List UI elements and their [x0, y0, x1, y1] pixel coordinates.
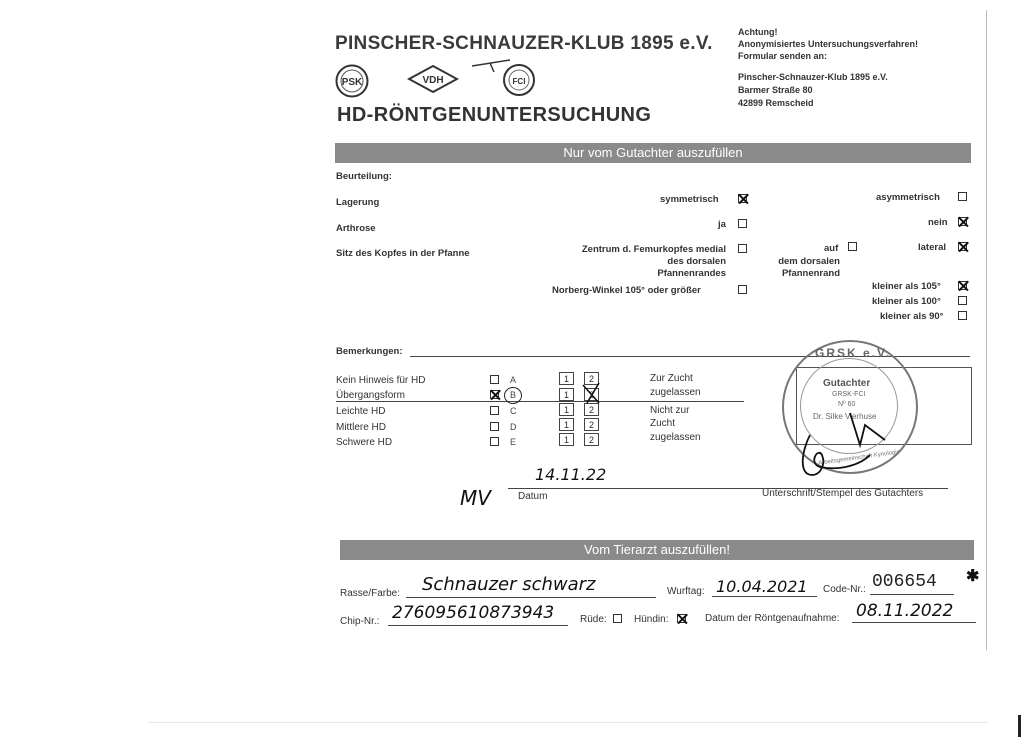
- symmetrisch-label: symmetrisch: [660, 194, 719, 205]
- grade-a-label: Kein Hinweis für HD: [336, 375, 426, 386]
- grade-e-score-2: 2: [584, 433, 599, 446]
- ja-label: ja: [718, 219, 726, 230]
- nein-label: nein: [928, 217, 948, 228]
- grade-d-score-1: 1: [559, 418, 574, 431]
- vet-section-bar: Vom Tierarzt auszufüllen!: [340, 540, 974, 560]
- grade-b-letter: B: [510, 390, 517, 400]
- stamp-number: Nº 60: [838, 401, 856, 408]
- auf-label-1: auf: [824, 243, 839, 254]
- beurteilung-label: Beurteilung:: [336, 171, 392, 182]
- rasse-value[interactable]: Schnauzer schwarz: [422, 574, 596, 595]
- psk-logo: [335, 64, 369, 98]
- grade-c-label: Leichte HD: [336, 406, 386, 417]
- zentrum-label-1: Zentrum d. Femurkopfes medial: [581, 244, 726, 255]
- ruede-label: Rüde:: [580, 614, 607, 625]
- arthrose-label: Arthrose: [336, 223, 376, 234]
- wurftag-label: Wurftag:: [667, 586, 705, 597]
- stamp-title: Gutachter: [823, 378, 871, 389]
- datum-label: Datum: [518, 491, 548, 502]
- wurftag-line: [712, 596, 817, 597]
- vdh-logo-text: VDH: [422, 75, 444, 86]
- norberg-checkbox[interactable]: [738, 285, 747, 294]
- notice-line-2: Anonymisiertes Untersuchungsverfahren!: [738, 39, 919, 49]
- kleiner105-label: kleiner als 105°: [872, 281, 941, 292]
- grade-b-underline: [336, 401, 744, 402]
- fci-logo: [470, 58, 538, 98]
- bemerkungen-label: Bemerkungen:: [336, 346, 403, 357]
- grade-b-score-cross: [579, 381, 603, 405]
- grade-c-letter: C: [510, 406, 517, 416]
- examiner-section-bar: Nur vom Gutachter auszufüllen: [335, 143, 971, 163]
- grade-c-score-2: 2: [584, 403, 599, 416]
- chip-label: Chip-Nr.:: [340, 616, 380, 627]
- norberg-label: Norberg-Winkel 105° oder größer: [552, 285, 701, 296]
- initials-handwritten: MV: [460, 486, 491, 510]
- grade-d-letter: D: [510, 422, 517, 432]
- signature-label: Unterschrift/Stempel des Gutachters: [762, 488, 924, 499]
- grade-d-label: Mittlere HD: [336, 422, 387, 433]
- grade-c-checkbox[interactable]: [490, 406, 499, 415]
- rasse-label: Rasse/Farbe:: [340, 588, 401, 599]
- grade-d-score-2: 2: [584, 418, 599, 431]
- huendin-checkbox[interactable]: [677, 614, 686, 623]
- grade-a-score-2: 2: [584, 372, 599, 385]
- xray-date-value[interactable]: 08.11.2022: [856, 601, 954, 621]
- zentrum-label-2: des dorsalen: [667, 256, 726, 267]
- stamp-name: Dr. Silke Vierhuse: [813, 412, 877, 421]
- grade-d-checkbox[interactable]: [490, 422, 499, 431]
- asterisk-mark: ✱: [966, 568, 980, 585]
- nein-checkbox[interactable]: [958, 217, 967, 226]
- grade-a-letter: A: [510, 375, 517, 385]
- zucht-ok-label-2: zugelassen: [650, 387, 701, 398]
- auf-label-2: dem dorsalen: [778, 256, 840, 267]
- wurftag-value[interactable]: 10.04.2021: [716, 577, 808, 596]
- notice-address-3: 42899 Remscheid: [738, 98, 814, 108]
- psk-logo-text: PSK: [341, 77, 363, 88]
- grade-e-letter: E: [510, 437, 517, 447]
- symmetrisch-checkbox[interactable]: [738, 194, 747, 203]
- grade-b-score-1: 1: [559, 388, 574, 401]
- notice-line-1: Achtung!: [738, 27, 778, 37]
- asymmetrisch-checkbox[interactable]: [958, 192, 967, 201]
- chip-line: [388, 625, 568, 626]
- zucht-no-label-2: Zucht: [650, 418, 676, 429]
- fci-logo-text: FCI: [512, 77, 526, 86]
- club-name: PINSCHER-SCHNAUZER-KLUB 1895 e.V.: [335, 33, 713, 54]
- grade-e-label: Schwere HD: [336, 437, 393, 448]
- zucht-no-label-3: zugelassen: [650, 432, 701, 443]
- vdh-logo: [407, 64, 459, 94]
- stamp-bottom-text: Arbeitsgemeinschaft Kynologie: [817, 449, 901, 467]
- ja-checkbox[interactable]: [738, 219, 747, 228]
- grade-b-checkbox[interactable]: [490, 390, 499, 399]
- code-line: [870, 594, 954, 595]
- kleiner100-label: kleiner als 100°: [872, 296, 941, 307]
- examiner-signature: [790, 405, 910, 485]
- grade-e-score-1: 1: [559, 433, 574, 446]
- datum-handwritten: 14.11.22: [535, 465, 607, 484]
- auf-label-3: Pfannenrand: [781, 268, 840, 279]
- zentrum-checkbox[interactable]: [738, 244, 747, 253]
- huendin-label: Hündin:: [634, 614, 669, 625]
- kleiner105-checkbox[interactable]: [958, 281, 967, 290]
- grade-b-score-2: 2: [584, 388, 599, 401]
- chip-value[interactable]: 276095610873943: [392, 603, 555, 623]
- grade-b-circle: [504, 387, 522, 404]
- asymmetrisch-label: asymmetrisch: [876, 192, 940, 203]
- lateral-label: lateral: [918, 242, 946, 253]
- grade-a-checkbox[interactable]: [490, 375, 499, 384]
- scan-artifact-mark: [1018, 715, 1021, 737]
- grade-a-score-1: 1: [559, 372, 574, 385]
- zentrum-label-3: Pfannenrandes: [657, 268, 726, 279]
- notice-address-2: Barmer Straße 80: [738, 85, 813, 95]
- sitz-label: Sitz des Kopfes in der Pfanne: [336, 248, 470, 259]
- grade-c-score-1: 1: [559, 403, 574, 416]
- kleiner90-checkbox[interactable]: [958, 311, 967, 320]
- xray-date-label: Datum der Röntgenaufnahme:: [705, 613, 840, 624]
- form-title: HD-RÖNTGENUNTERSUCHUNG: [337, 104, 652, 126]
- xray-date-line: [852, 622, 976, 623]
- kleiner100-checkbox[interactable]: [958, 296, 967, 305]
- notice-address-1: Pinscher-Schnauzer-Klub 1895 e.V.: [738, 72, 888, 82]
- zucht-ok-label-1: Zur Zucht: [650, 373, 693, 384]
- grade-e-checkbox[interactable]: [490, 437, 499, 446]
- zucht-no-label-1: Nicht zur: [650, 405, 690, 416]
- stamp-ring-text: GRSK e.V.: [815, 346, 892, 360]
- stamp-sub: GRSK-FCI: [832, 391, 866, 398]
- page-edge-line: [986, 10, 987, 650]
- grade-b-label: Übergangsform: [336, 390, 405, 401]
- auf-checkbox[interactable]: [848, 242, 857, 251]
- lateral-checkbox[interactable]: [958, 242, 967, 251]
- ruede-checkbox[interactable]: [613, 614, 622, 623]
- scan-artifact-line: [148, 722, 988, 723]
- notice-line-3: Formular senden an:: [738, 51, 828, 61]
- code-value[interactable]: 006654: [872, 572, 937, 592]
- rasse-line: [406, 597, 656, 598]
- kleiner90-label: kleiner als 90°: [880, 311, 944, 322]
- code-label: Code-Nr.:: [823, 584, 866, 595]
- lagerung-label: Lagerung: [336, 197, 380, 208]
